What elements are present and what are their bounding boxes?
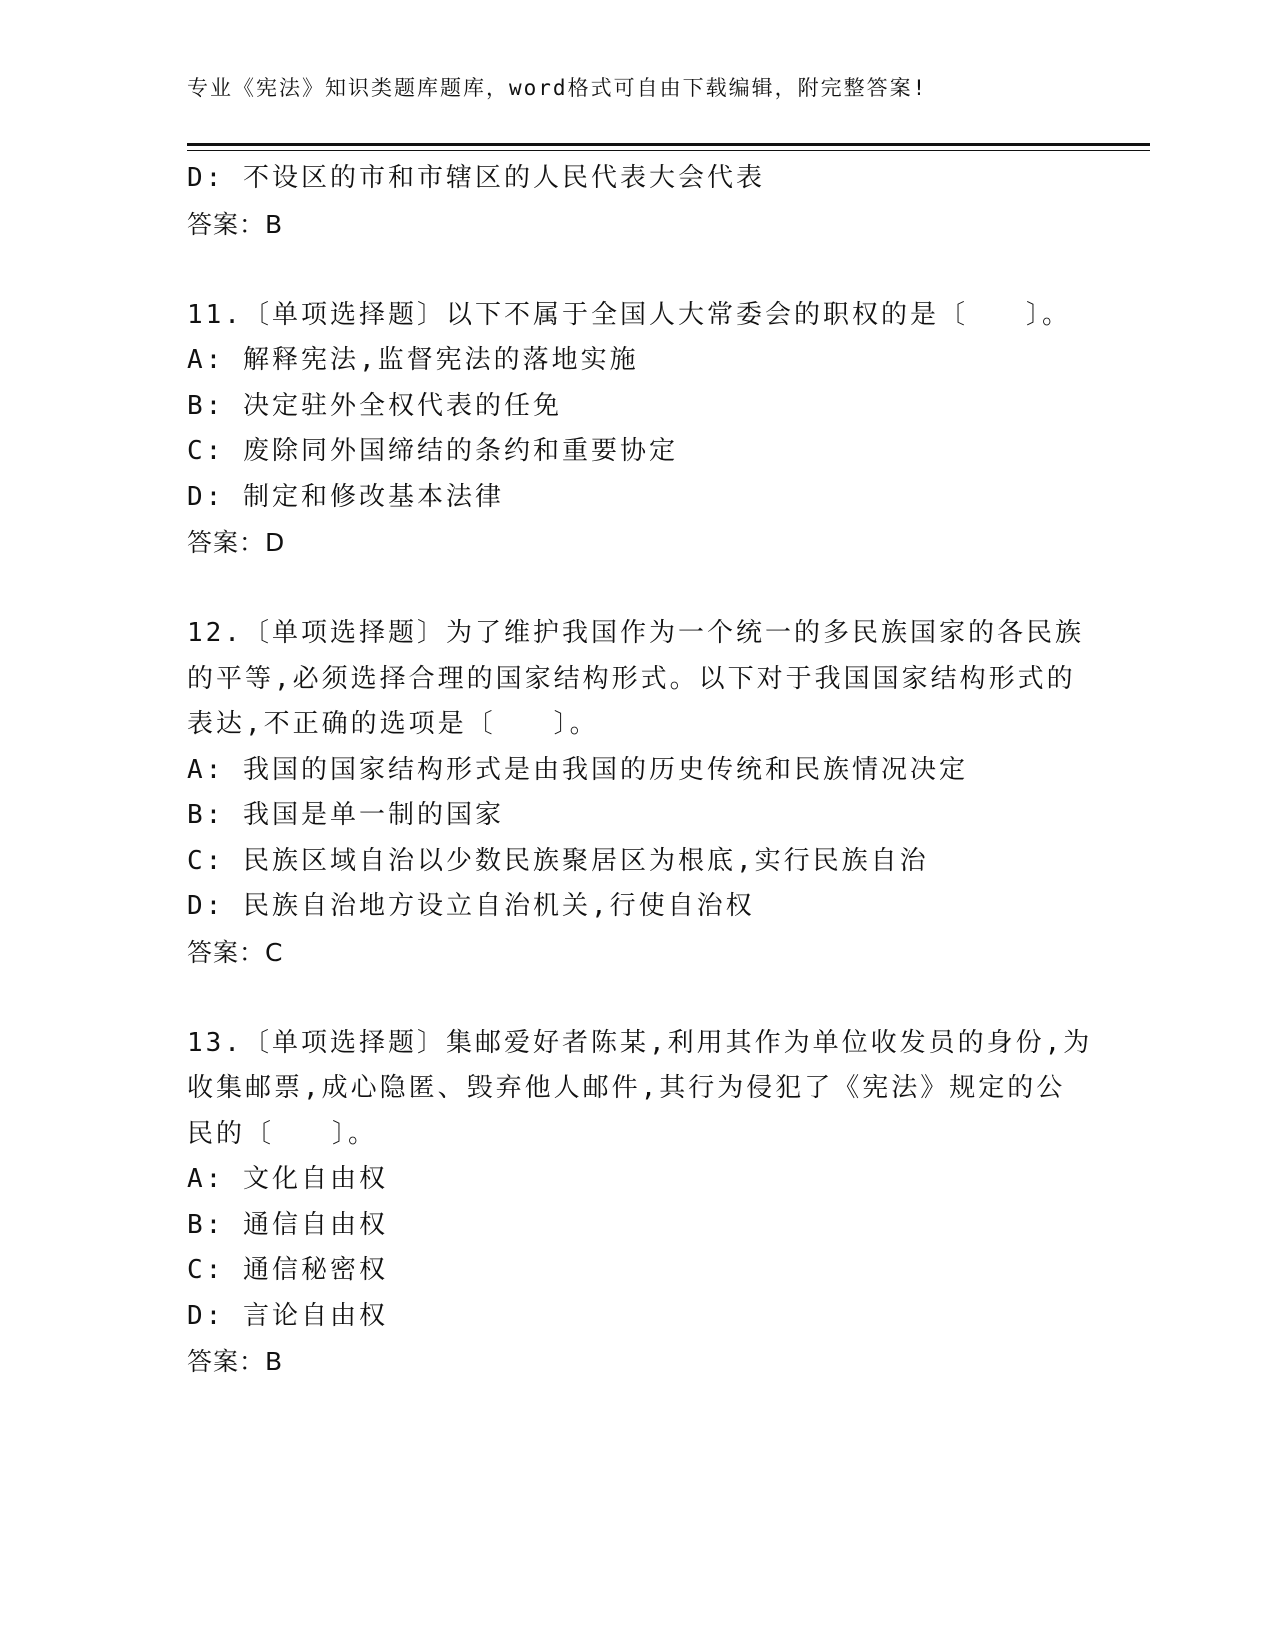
document-header: 专业《宪法》知识类题库题库，word格式可自由下载编辑，附完整答案! xyxy=(187,76,928,100)
option-a: A: 解释宪法,监督宪法的落地实施 xyxy=(187,345,639,375)
spacer xyxy=(187,566,1087,612)
question-stem-line: 的平等,必须选择合理的国家结构形式。以下对于我国国家结构形式的 xyxy=(187,663,1076,694)
option-c: C: 通信秘密权 xyxy=(187,1255,388,1285)
header-rule-thin xyxy=(187,150,1150,151)
header-rule-thick xyxy=(187,143,1150,146)
document-body xyxy=(187,156,1093,1385)
option-a: A: 文化自由权 xyxy=(187,1164,388,1194)
answer: 答案：C xyxy=(187,937,284,967)
option-c: C: 废除同外国缔结的条约和重要协定 xyxy=(187,436,678,466)
question-12 xyxy=(187,611,1087,975)
option-b: B: 我国是单一制的国家 xyxy=(187,800,504,830)
option-b: B: 通信自由权 xyxy=(187,1209,388,1240)
option-d: D: 言论自由权 xyxy=(187,1300,388,1331)
answer: 答案：B xyxy=(187,1347,284,1376)
spacer xyxy=(187,975,1087,1021)
question-stem-line: 收集邮票,成心隐匿、毁弃他人邮件,其行为侵犯了《宪法》规定的公 xyxy=(187,1073,1066,1103)
option-d: D: 制定和修改基本法律 xyxy=(187,481,504,512)
question-11 xyxy=(187,293,1087,566)
option-b: B: 决定驻外全权代表的任免 xyxy=(187,390,562,421)
question-stem-line: 表达,不正确的选项是〔 〕。 xyxy=(187,709,599,739)
question-13 xyxy=(187,1021,1093,1385)
option-a: A: 我国的国家结构形式是由我国的历史传统和民族情况决定 xyxy=(187,754,968,785)
option-d: D: 民族自治地方设立自治机关,行使自治权 xyxy=(187,891,755,921)
spacer xyxy=(187,247,1087,293)
carryover-answer: 答案：B xyxy=(187,209,284,239)
carryover-option-d: D: 不设区的市和市辖区的人民代表大会代表 xyxy=(187,163,765,193)
question-stem-line: 民的〔 〕。 xyxy=(187,1118,378,1149)
option-c: C: 民族区域自治以少数民族聚居区为根底,实行民族自治 xyxy=(187,845,929,876)
answer: 答案：D xyxy=(187,528,286,557)
question-stem-line: 13.〔单项选择题〕集邮爱好者陈某,利用其作为单位收发员的身份,为 xyxy=(187,1027,1093,1058)
question-stem-line: 12.〔单项选择题〕为了维护我国作为一个统一的多民族国家的各民族 xyxy=(187,618,1084,648)
question-stem: 11.〔单项选择题〕以下不属于全国人大常委会的职权的是〔 〕。 xyxy=(187,299,1071,330)
